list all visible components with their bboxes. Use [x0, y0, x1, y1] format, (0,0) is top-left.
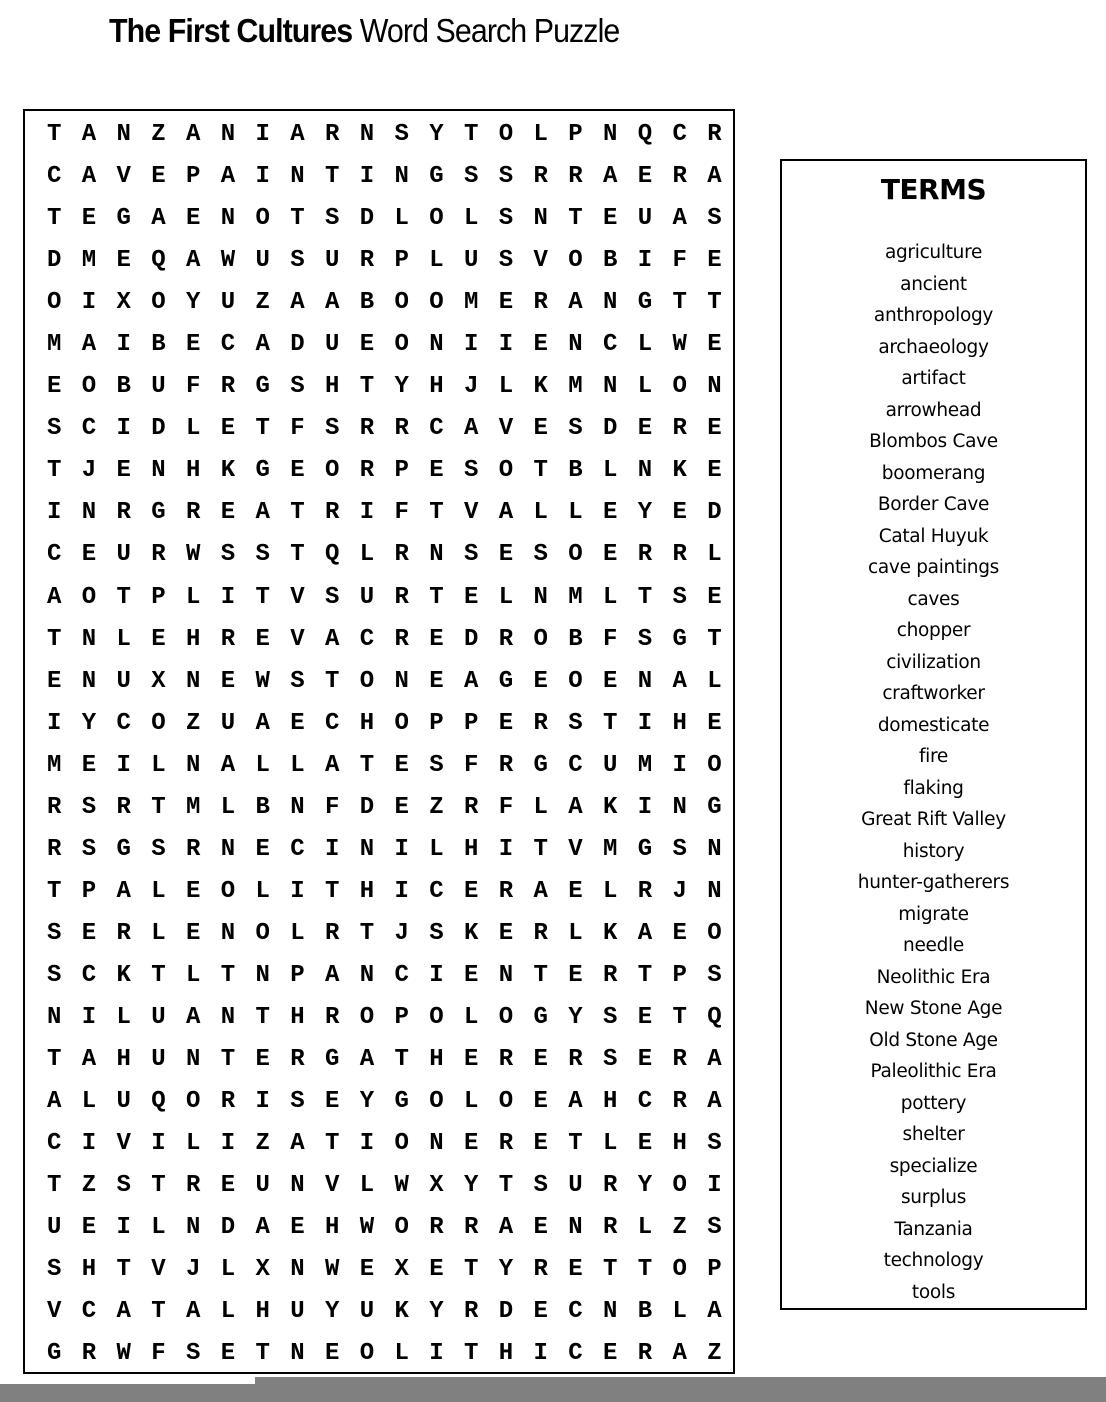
page-title: [109, 12, 619, 50]
grid-row[interactable]: AOTPLITVSURTELNMLTSE: [47, 583, 743, 611]
term-item: ancient: [900, 273, 967, 295]
term-item: Neolithic Era: [876, 966, 991, 988]
term-item: domesticate: [877, 714, 990, 736]
grid-row[interactable]: DMEQAWUSURPLUSVOBIFE: [47, 247, 743, 275]
footer-band: [0, 1384, 1106, 1402]
grid-row[interactable]: SCKTLTNPANCIENTERTPS: [47, 961, 743, 989]
grid-row[interactable]: INRGREATRIFTVALLEYED: [47, 499, 743, 527]
term-item: Paleolithic Era: [870, 1061, 997, 1082]
term-item: Old Stone Age: [869, 1029, 998, 1051]
term-item: Great Rift Valley: [861, 809, 1006, 830]
word-search-grid: [47, 114, 742, 1375]
term-item: agriculture: [884, 242, 983, 263]
grid-row[interactable]: TANZANIARNSYTOLPNQCR: [47, 121, 743, 148]
term-item: caves: [907, 588, 960, 610]
term-item: artifact: [901, 368, 966, 389]
term-item: migrate: [898, 903, 969, 925]
grid-row[interactable]: IYCOZUAECHOPPERSTIHE: [47, 709, 743, 737]
grid-row[interactable]: RSGSRNECINILHITVMGSN: [47, 835, 743, 863]
term-item: civilization: [886, 651, 981, 673]
term-item: Blombos Cave: [869, 431, 998, 452]
grid-row[interactable]: RSRTMLBNFDEZRFLAKING: [47, 793, 743, 821]
grid-row[interactable]: MEILNALLATESFRGCUMIO: [47, 751, 743, 779]
grid-row[interactable]: TJENHKGEORPESOTBLNKE: [47, 457, 743, 485]
term-item: fire: [918, 746, 949, 767]
grid-row[interactable]: TNLEHREVACREDROBFSGT: [47, 625, 743, 653]
grid-row[interactable]: CIVILIZATIONERETLEHS: [47, 1130, 743, 1158]
grid-row[interactable]: CEURWSSTQLRNSESOERRL: [47, 541, 743, 569]
grid-row[interactable]: SCIDLETFSRRCAVESDERE: [47, 415, 743, 443]
term-item: needle: [903, 935, 964, 956]
grid-row[interactable]: TAHUNTERGATHERERSERA: [47, 1046, 743, 1074]
grid-row[interactable]: MAIBECADUEONIIENCLWE: [47, 331, 743, 359]
title-bold-part: The First Cultures: [109, 12, 353, 49]
grid-row[interactable]: SERLENOLRTJSKERLKAEO: [47, 919, 743, 947]
word-search-grid-box: [23, 109, 743, 1374]
term-item: tools: [911, 1281, 956, 1303]
grid-row[interactable]: ALUQORISEYGOLOEAHCRA: [47, 1088, 743, 1116]
grid-row[interactable]: GRWFSETNEOLITHICERAZ: [47, 1340, 743, 1368]
term-item: history: [902, 840, 965, 862]
term-item: arrowhead: [885, 399, 982, 421]
term-item: anthropology: [873, 305, 994, 326]
term-item: New Stone Age: [864, 998, 1003, 1019]
term-item: craftworker: [882, 683, 985, 704]
term-item: Catal Huyuk: [878, 525, 989, 547]
term-item: specialize: [889, 1155, 978, 1177]
grid-row[interactable]: CAVEPAINTINGSSRRAERA: [47, 163, 743, 191]
grid-row[interactable]: TPALEOLITHICERAELRJN: [47, 877, 743, 905]
grid-row[interactable]: ENUXNEWSTONEAGEOENAL: [47, 667, 743, 695]
term-item: technology: [883, 1250, 984, 1271]
term-item: shelter: [902, 1124, 965, 1145]
grid-row[interactable]: TZSTREUNVLWXYTSURYOI: [47, 1172, 743, 1200]
title-regular-part: Word Search Puzzle: [352, 12, 620, 49]
grid-row[interactable]: UEILNDAEHWORRAENRLZS: [47, 1214, 743, 1242]
term-item: hunter-gatherers: [857, 872, 1010, 893]
term-item: flaking: [903, 777, 964, 799]
grid-row[interactable]: OIXOYUZAABOOMERANGTT: [47, 289, 743, 317]
term-item: pottery: [900, 1092, 967, 1114]
term-item: cave paintings: [868, 557, 999, 578]
terms-heading: TERMS: [880, 173, 987, 206]
term-item: chopper: [896, 620, 971, 641]
grid-row[interactable]: SHTVJLXNWEXETYRETTOP: [47, 1256, 743, 1284]
term-item: surplus: [900, 1187, 967, 1208]
term-item: archaeology: [878, 336, 989, 358]
term-item: Tanzania: [894, 1218, 973, 1240]
terms-panel: [780, 159, 1087, 1310]
term-item: boomerang: [881, 462, 986, 484]
grid-row[interactable]: VCATALHUYUKYRDECNBLA: [47, 1298, 743, 1326]
grid-row[interactable]: TEGAENOTSDLOLSNTEUAS: [47, 205, 743, 233]
grid-row[interactable]: NILUANTHROPOLOGYSETQ: [47, 1003, 743, 1031]
grid-row[interactable]: EOBUFRGSHTYHJLKMNLON: [47, 373, 743, 401]
term-item: Border Cave: [877, 494, 990, 515]
terms-list: [782, 237, 1085, 1308]
